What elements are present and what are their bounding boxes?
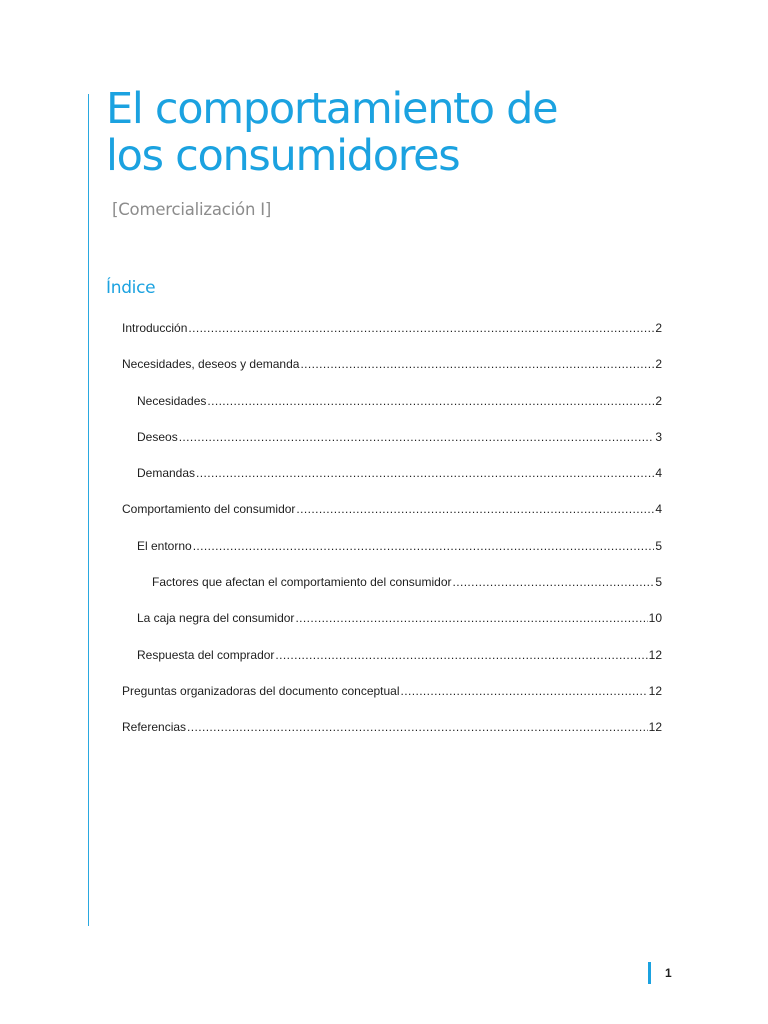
toc-entry-label[interactable]: La caja negra del consumidor (137, 611, 295, 626)
toc-entry-page-number[interactable]: 2 (655, 393, 662, 408)
toc-entry-label[interactable]: Introducción (122, 321, 188, 335)
page-footer (648, 962, 672, 984)
toc-entry[interactable] (122, 575, 662, 611)
toc-entry-page-number[interactable]: 4 (655, 502, 662, 517)
toc-dot-leader (188, 321, 654, 335)
toc-entry[interactable] (122, 502, 662, 538)
toc-entry[interactable] (122, 539, 662, 575)
toc-dot-leader (295, 611, 647, 625)
toc-entry-label[interactable]: Deseos (137, 429, 178, 444)
toc-entry[interactable] (122, 394, 662, 430)
toc-entry-page-number[interactable]: 12 (648, 647, 662, 662)
toc-entry[interactable] (122, 648, 662, 684)
toc-entry-page-number[interactable]: 2 (655, 321, 662, 335)
toc-entry-page-number[interactable]: 10 (648, 611, 662, 626)
document-title (106, 86, 726, 180)
toc-entry-label[interactable]: Necesidades, deseos y demanda (122, 357, 300, 372)
toc-entry-page-number[interactable]: 12 (648, 720, 662, 735)
toc-dot-leader (300, 357, 654, 371)
toc-entry-label[interactable]: Comportamiento del consumidor (122, 502, 296, 517)
toc-dot-leader (179, 430, 655, 444)
toc-entry-label[interactable]: Factores que afectan el comportamiento del consumidor (152, 575, 452, 590)
toc-entry-label[interactable]: Preguntas organizadoras del documento conceptual (122, 683, 400, 698)
document-title-line-2: los consumidores (106, 131, 460, 181)
toc-entry-label[interactable]: Referencias (122, 720, 187, 735)
toc-dot-leader (196, 466, 654, 480)
toc-dot-leader (453, 575, 655, 589)
toc-entry-page-number[interactable]: 5 (655, 575, 662, 590)
toc-entry[interactable] (122, 684, 662, 720)
toc-entry-page-number[interactable]: 3 (655, 429, 662, 444)
toc-entry[interactable] (122, 466, 662, 502)
toc-entry[interactable] (122, 720, 662, 756)
toc-dot-leader (193, 539, 655, 553)
toc-entry-label[interactable]: Respuesta del comprador (137, 647, 275, 662)
document-subtitle: [Comercialización I] (112, 200, 272, 219)
document-title-line-1: El comportamiento de (106, 84, 558, 134)
toc-heading: Índice (106, 278, 156, 298)
toc-dot-leader (275, 648, 647, 662)
toc-entry-label[interactable]: El entorno (137, 538, 192, 553)
toc-dot-leader (401, 684, 648, 698)
toc-entry-page-number[interactable]: 2 (655, 357, 662, 372)
toc-dot-leader (187, 720, 648, 734)
toc-dot-leader (207, 394, 654, 408)
toc-entry[interactable] (122, 321, 662, 357)
toc-dot-leader (296, 502, 654, 516)
toc-entry-label[interactable]: Necesidades (137, 393, 207, 408)
table-of-contents (122, 321, 662, 757)
toc-entry-page-number[interactable]: 12 (648, 683, 662, 698)
toc-entry-page-number[interactable]: 4 (655, 466, 662, 481)
toc-entry[interactable] (122, 611, 662, 647)
toc-entry-page-number[interactable]: 5 (655, 538, 662, 553)
footer-accent-bar (648, 962, 651, 984)
toc-entry[interactable] (122, 357, 662, 393)
page-number: 1 (665, 966, 672, 980)
toc-entry[interactable] (122, 430, 662, 466)
toc-entry-label[interactable]: Demandas (137, 466, 196, 481)
accent-vertical-rule (88, 94, 89, 926)
